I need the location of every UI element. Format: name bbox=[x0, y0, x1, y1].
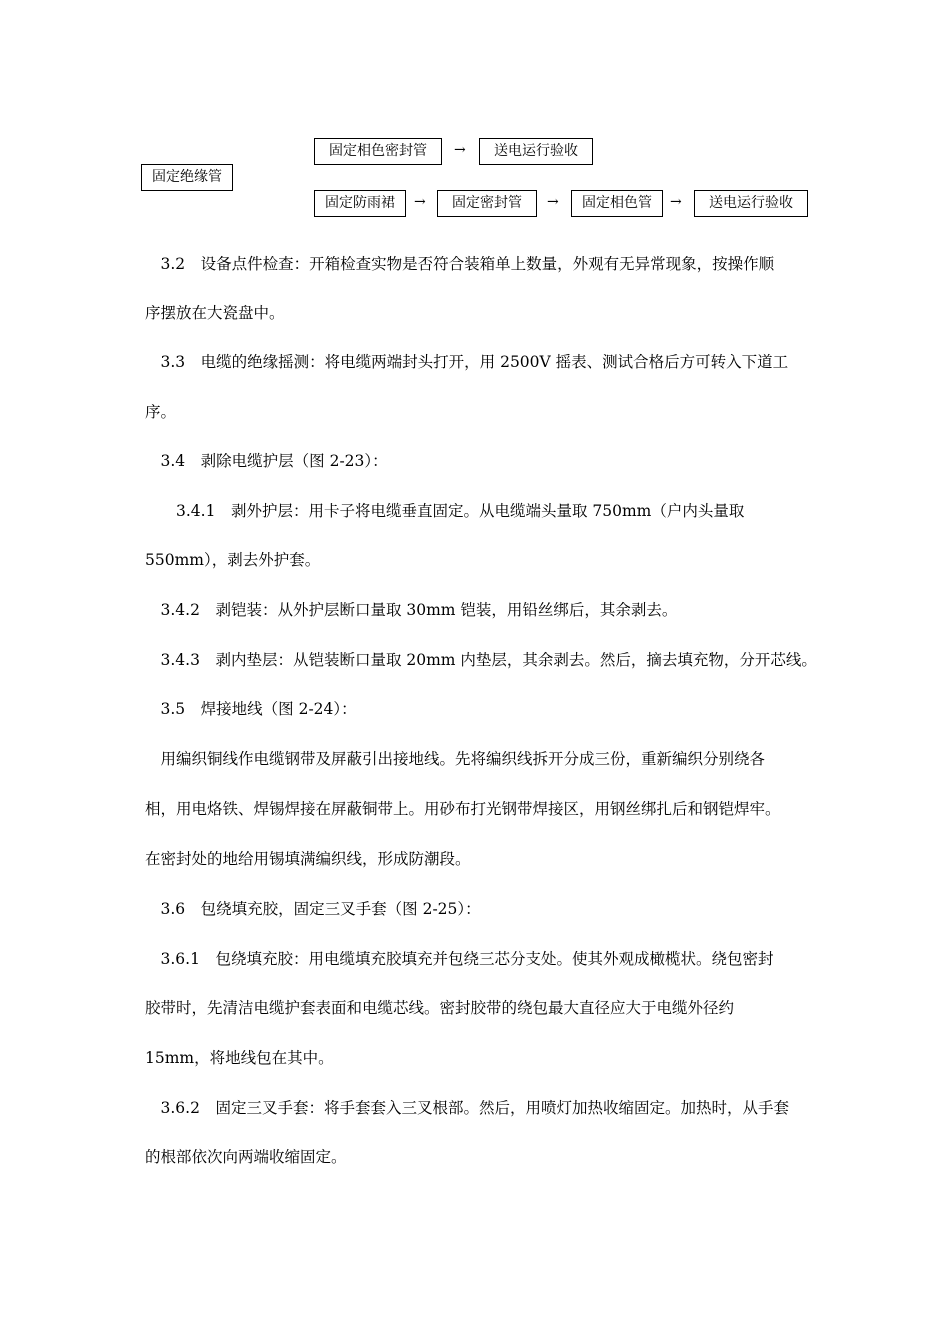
text-line: 3.4.1 剥外护层：用卡子将电缆垂直固定。从电缆端头量取 750mm（户内头量取 bbox=[145, 502, 745, 520]
text-line: 3.4.2 剥铠装：从外护层断口量取 30mm 铠装，用铅丝绑后，其余剥去。 bbox=[145, 601, 678, 619]
text-line: 550mm），剥去外护套。 bbox=[145, 551, 321, 569]
flow-box-row2-2: 固定密封管 bbox=[437, 190, 537, 217]
text-line: 3.2 设备点件检查：开箱检查实物是否符合装箱单上数量，外观有无异常现象，按操作顺 bbox=[145, 255, 775, 273]
text-line: 胶带时，先清洁电缆护套表面和电缆芯线。密封胶带的绕包最大直径应大于电缆外径约 bbox=[145, 999, 735, 1017]
flow-arrow-icon: → bbox=[454, 142, 466, 158]
text-line: 3.6.2 固定三叉手套：将手套套入三叉根部。然后，用喷灯加热收缩固定。加热时，从手套 bbox=[145, 1099, 789, 1117]
flow-box-row1-2: 送电运行验收 bbox=[479, 138, 593, 165]
text-line: 15mm，将地线包在其中。 bbox=[145, 1049, 334, 1067]
flow-arrow-icon: → bbox=[670, 194, 682, 210]
flow-box-row1-1: 固定相色密封管 bbox=[314, 138, 442, 165]
text-line: 在密封处的地给用锡填满编织线，形成防潮段。 bbox=[145, 850, 471, 868]
text-line: 用编织铜线作电缆钢带及屏蔽引出接地线。先将编织线拆开分成三份，重新编织分别绕各 bbox=[145, 750, 766, 768]
text-line: 的根部依次向两端收缩固定。 bbox=[145, 1148, 347, 1166]
text-line: 相，用电烙铁、焊锡焊接在屏蔽铜带上。用砂布打光钢带焊接区，用钢丝绑扎后和钢铠焊牢。 bbox=[145, 800, 781, 818]
text-line: 序摆放在大瓷盘中。 bbox=[145, 304, 285, 322]
text-line: 3.4.3 剥内垫层：从铠装断口量取 20mm 内垫层，其余剥去。然后，摘去填充物，分开芯线。 bbox=[145, 651, 817, 669]
flow-box-start: 固定绝缘管 bbox=[141, 164, 233, 191]
flow-box-row2-4: 送电运行验收 bbox=[694, 190, 808, 217]
text-line: 3.6 包绕填充胶，固定三叉手套（图 2-25）： bbox=[145, 900, 481, 918]
text-line: 3.4 剥除电缆护层（图 2-23）： bbox=[145, 452, 388, 470]
text-line: 3.3 电缆的绝缘摇测：将电缆两端封头打开，用 2500V 摇表、测试合格后方可转入下道工 bbox=[145, 353, 789, 371]
text-line: 3.6.1 包绕填充胶：用电缆填充胶填充并包绕三芯分支处。使其外观成橄榄状。绕包密封 bbox=[145, 950, 774, 968]
flow-box-row2-1: 固定防雨裙 bbox=[314, 190, 406, 217]
text-line: 序。 bbox=[145, 403, 177, 421]
flow-arrow-icon: → bbox=[547, 194, 559, 210]
text-line: 3.5 焊接地线（图 2-24）： bbox=[145, 700, 357, 718]
flow-arrow-icon: → bbox=[414, 194, 426, 210]
flow-box-row2-3: 固定相色管 bbox=[571, 190, 663, 217]
